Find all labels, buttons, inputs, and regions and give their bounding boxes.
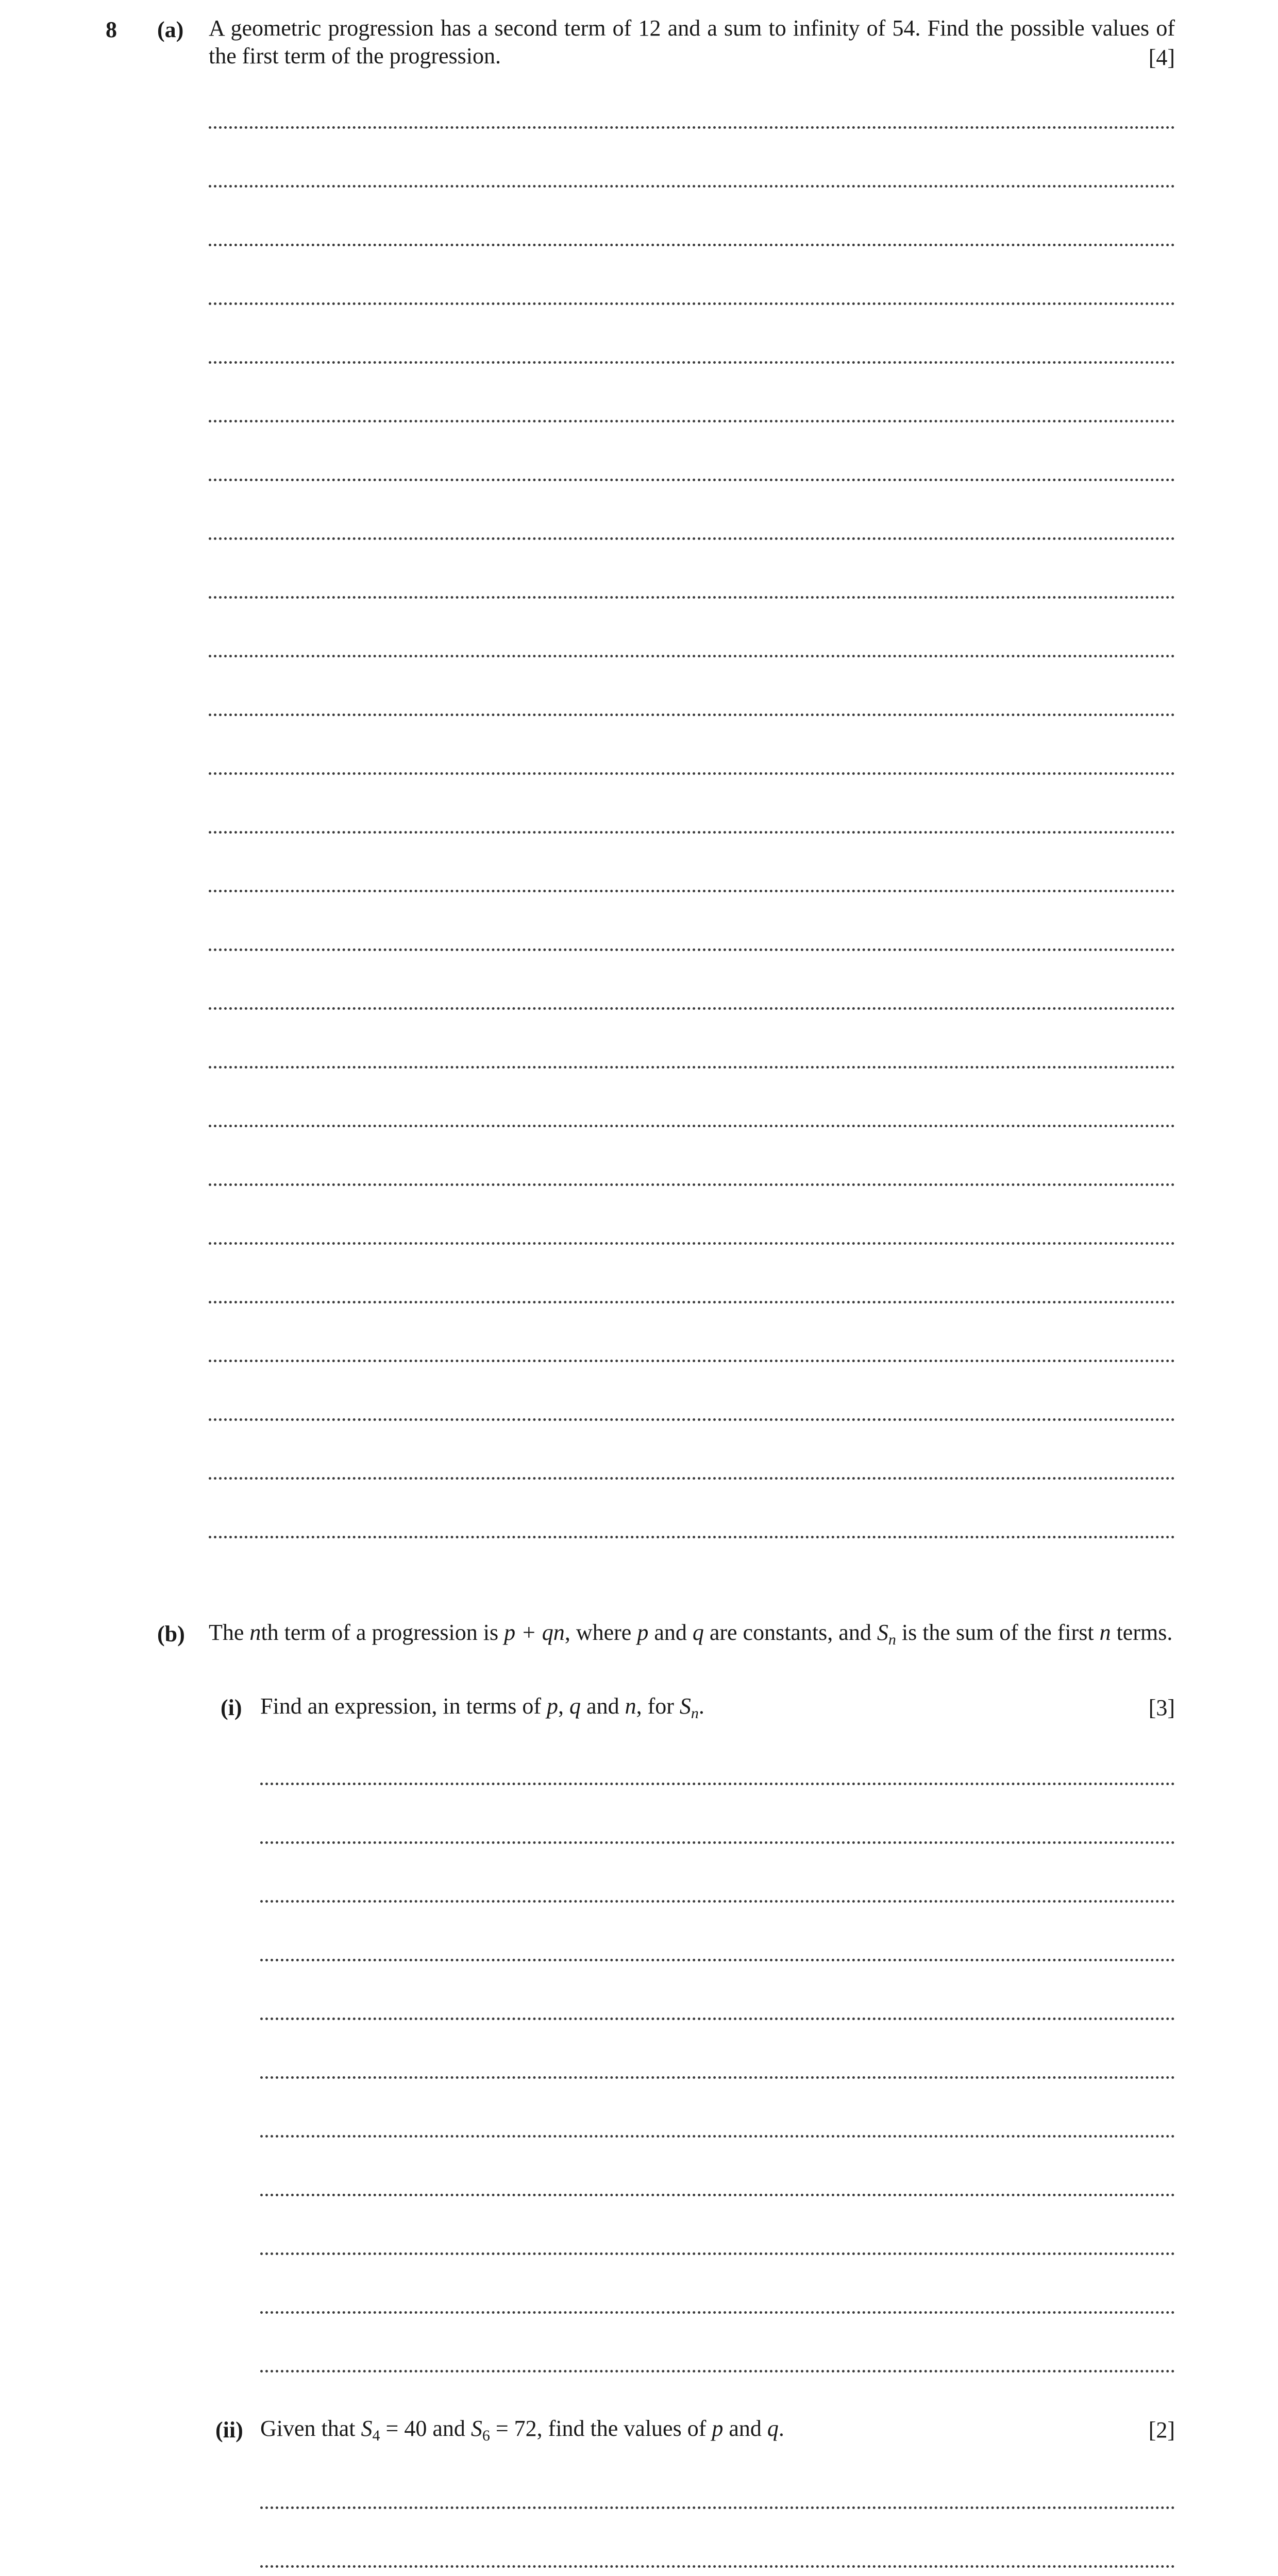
answer-line[interactable]	[260, 2370, 1175, 2372]
answer-line[interactable]	[209, 185, 1175, 188]
answer-line[interactable]	[209, 1301, 1175, 1303]
answer-line[interactable]	[260, 2194, 1175, 2196]
answer-line[interactable]	[209, 948, 1175, 951]
answer-line[interactable]	[209, 1360, 1175, 1362]
answer-line[interactable]	[209, 420, 1175, 422]
part-a-label: (a)	[157, 17, 184, 42]
answer-line[interactable]	[260, 1900, 1175, 1903]
part-b-label: (b)	[157, 1621, 185, 1647]
answer-line[interactable]	[209, 1418, 1175, 1421]
answer-line[interactable]	[260, 2252, 1175, 2255]
answer-line[interactable]	[209, 655, 1175, 657]
answer-line[interactable]	[209, 1007, 1175, 1010]
answer-line[interactable]	[209, 1242, 1175, 1245]
answer-line[interactable]	[209, 596, 1175, 599]
answer-line[interactable]	[260, 2018, 1175, 2020]
answer-line[interactable]	[260, 2311, 1175, 2314]
part-b-ii-marks: [2]	[1148, 2417, 1175, 2443]
answer-line[interactable]	[209, 1125, 1175, 1127]
part-b-i-label: (i)	[221, 1695, 242, 1720]
answer-line[interactable]	[209, 890, 1175, 892]
answer-line[interactable]	[209, 772, 1175, 775]
answer-line[interactable]	[209, 1536, 1175, 1538]
answer-line[interactable]	[260, 1783, 1175, 1785]
question-number: 8	[106, 17, 117, 42]
answer-line[interactable]	[260, 1841, 1175, 1844]
answer-line[interactable]	[260, 1959, 1175, 1961]
answer-line[interactable]	[260, 2135, 1175, 2138]
answer-line[interactable]	[209, 537, 1175, 540]
answer-line[interactable]	[209, 479, 1175, 481]
part-b-ii-label: (ii)	[215, 2417, 243, 2443]
part-b-ii-text: Given that $S_4 = 40$ and $S_6 = 72$, find the values of p and q.	[260, 2416, 784, 2444]
answer-line[interactable]	[209, 126, 1175, 129]
answer-line[interactable]	[260, 2076, 1175, 2079]
answer-line[interactable]	[209, 1183, 1175, 1186]
answer-line[interactable]	[260, 2506, 1175, 2509]
part-b-i-text: Find an expression, in terms of p, q and n, for $S_n$.	[260, 1693, 704, 1722]
answer-line[interactable]	[209, 831, 1175, 834]
answer-line[interactable]	[209, 1066, 1175, 1069]
answer-line[interactable]	[209, 302, 1175, 305]
part-a-marks: [4]	[1148, 45, 1175, 70]
answer-line[interactable]	[209, 714, 1175, 716]
part-a-text: A geometric progression has a second term of 12 and a sum to infinity of 54. Find the possible values of the first term of the progression.	[209, 15, 1175, 69]
part-b-i-marks: [3]	[1148, 1695, 1175, 1720]
answer-line[interactable]	[209, 244, 1175, 246]
part-b-stem: The nth term of a progression is p + qn, where p and q are constants, and $S_n$ is the sum of the first n terms.	[209, 1620, 1173, 1648]
answer-line[interactable]	[209, 1477, 1175, 1480]
answer-line[interactable]	[209, 361, 1175, 364]
answer-line[interactable]	[260, 2565, 1175, 2568]
